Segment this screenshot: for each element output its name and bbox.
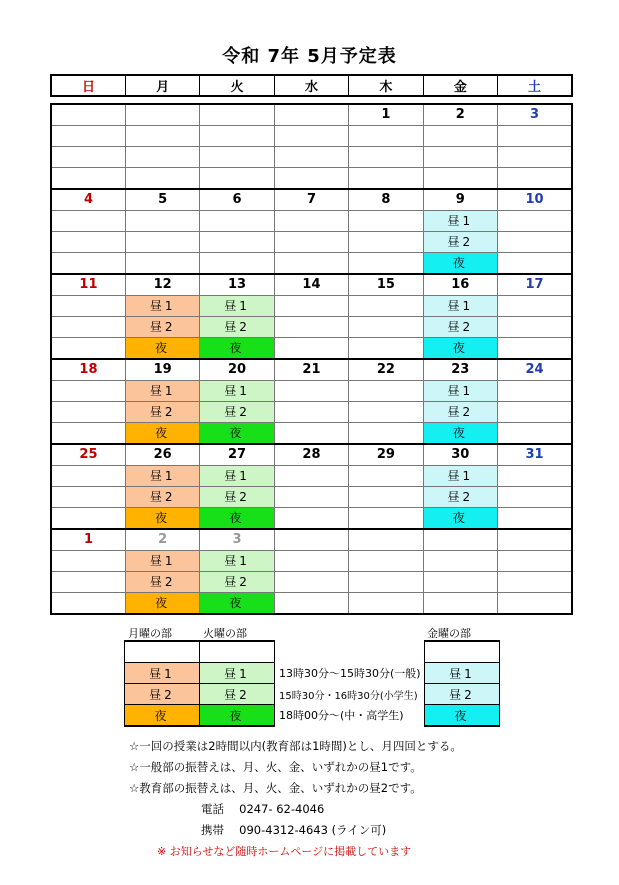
legend-fri-blank bbox=[425, 641, 500, 663]
date-cell: 13 bbox=[200, 274, 274, 296]
date-cell bbox=[125, 104, 199, 126]
empty-cell bbox=[498, 338, 572, 360]
empty-cell bbox=[274, 381, 348, 402]
legend-tue-hiru1: 昼1 bbox=[200, 663, 275, 684]
empty-cell bbox=[51, 402, 125, 423]
class-slot: 昼2 bbox=[200, 572, 274, 593]
date-cell: 15 bbox=[349, 274, 423, 296]
empty-cell bbox=[498, 423, 572, 445]
empty-cell bbox=[51, 253, 125, 275]
date-cell: 2 bbox=[125, 529, 199, 551]
empty-cell bbox=[498, 253, 572, 275]
date-cell: 22 bbox=[349, 359, 423, 381]
class-slot: 昼1 bbox=[125, 381, 199, 402]
note-2: ☆一般部の振替えは、月、火、金、いずれかの昼1です。 bbox=[129, 760, 422, 774]
class-slot: 昼1 bbox=[200, 381, 274, 402]
empty-cell bbox=[349, 551, 423, 572]
empty-cell bbox=[349, 338, 423, 360]
class-slot: 昼2 bbox=[423, 487, 497, 508]
legend-mon-hiru2: 昼2 bbox=[125, 684, 200, 705]
empty-cell bbox=[51, 466, 125, 487]
contact-phone: 電話 0247- 62-4046 bbox=[201, 802, 325, 816]
empty-cell bbox=[498, 593, 572, 615]
class-slot: 昼2 bbox=[423, 232, 497, 253]
date-cell: 9 bbox=[423, 189, 497, 211]
empty-cell bbox=[423, 593, 497, 615]
date-cell bbox=[498, 529, 572, 551]
class-slot: 昼1 bbox=[423, 466, 497, 487]
slot-row bbox=[51, 211, 572, 232]
legend-fri-hiru1: 昼1 bbox=[425, 663, 500, 684]
weekday-sat: 土 bbox=[498, 75, 572, 96]
class-slot: 夜 bbox=[125, 508, 199, 530]
date-cell bbox=[200, 104, 274, 126]
date-row bbox=[51, 359, 572, 381]
date-row bbox=[51, 104, 572, 126]
date-cell: 17 bbox=[498, 274, 572, 296]
date-cell: 29 bbox=[349, 444, 423, 466]
empty-cell bbox=[51, 551, 125, 572]
legend-tue-yoru: 夜 bbox=[200, 705, 275, 727]
empty-cell bbox=[200, 211, 274, 232]
empty-cell bbox=[423, 126, 497, 147]
class-slot: 昼1 bbox=[423, 211, 497, 232]
slot-row bbox=[51, 253, 572, 275]
date-cell: 31 bbox=[498, 444, 572, 466]
empty-cell bbox=[498, 402, 572, 423]
empty-cell bbox=[274, 466, 348, 487]
weekday-header bbox=[50, 74, 573, 97]
date-cell: 16 bbox=[423, 274, 497, 296]
date-cell: 11 bbox=[51, 274, 125, 296]
slot-row bbox=[51, 466, 572, 487]
date-cell: 1 bbox=[349, 104, 423, 126]
legend-monday-heading: 月曜の部 bbox=[128, 627, 172, 640]
empty-cell bbox=[498, 126, 572, 147]
date-cell: 21 bbox=[274, 359, 348, 381]
legend-tue-hiru2: 昼2 bbox=[200, 684, 275, 705]
empty-cell bbox=[498, 572, 572, 593]
empty-cell bbox=[274, 402, 348, 423]
empty-cell bbox=[498, 551, 572, 572]
class-slot: 昼1 bbox=[125, 551, 199, 572]
legend-hiru2-time: 15時30分・16時30分(小学生) bbox=[279, 690, 418, 702]
date-cell: 14 bbox=[274, 274, 348, 296]
empty-cell bbox=[51, 338, 125, 360]
date-cell: 1 bbox=[51, 529, 125, 551]
empty-cell bbox=[498, 487, 572, 508]
empty-cell bbox=[498, 232, 572, 253]
announcement: ※ お知らせなど随時ホームページに掲載しています bbox=[157, 845, 412, 858]
weekday-tue: 火 bbox=[200, 75, 274, 96]
class-slot: 昼1 bbox=[423, 381, 497, 402]
empty-cell bbox=[274, 126, 348, 147]
date-row bbox=[51, 274, 572, 296]
class-slot: 夜 bbox=[125, 338, 199, 360]
empty-cell bbox=[51, 423, 125, 445]
weekday-sun: 日 bbox=[51, 75, 125, 96]
date-row bbox=[51, 529, 572, 551]
class-slot: 昼2 bbox=[125, 402, 199, 423]
note-3: ☆教育部の振替えは、月、火、金、いずれかの昼2です。 bbox=[129, 781, 422, 795]
empty-cell bbox=[51, 232, 125, 253]
empty-cell bbox=[349, 168, 423, 190]
empty-cell bbox=[274, 487, 348, 508]
slot-row bbox=[51, 487, 572, 508]
empty-cell bbox=[498, 147, 572, 168]
empty-cell bbox=[423, 572, 497, 593]
empty-cell bbox=[51, 211, 125, 232]
empty-cell bbox=[200, 147, 274, 168]
empty-cell bbox=[274, 253, 348, 275]
date-cell bbox=[274, 104, 348, 126]
empty-cell bbox=[349, 466, 423, 487]
empty-cell bbox=[274, 168, 348, 190]
legend-hiru1-time: 13時30分～15時30分(一般) bbox=[279, 667, 421, 680]
class-slot: 昼2 bbox=[125, 487, 199, 508]
empty-cell bbox=[349, 487, 423, 508]
empty-cell bbox=[274, 572, 348, 593]
class-slot: 昼2 bbox=[200, 487, 274, 508]
date-cell bbox=[423, 529, 497, 551]
date-cell bbox=[349, 529, 423, 551]
slot-row bbox=[51, 296, 572, 317]
empty-cell bbox=[349, 232, 423, 253]
weekday-wed: 水 bbox=[274, 75, 348, 96]
empty-cell bbox=[274, 317, 348, 338]
empty-cell bbox=[200, 232, 274, 253]
empty-cell bbox=[274, 338, 348, 360]
date-cell: 23 bbox=[423, 359, 497, 381]
legend-yoru-time: 18時00分～(中・高学生) bbox=[279, 709, 404, 723]
date-cell: 18 bbox=[51, 359, 125, 381]
empty-cell bbox=[51, 572, 125, 593]
slot-row bbox=[51, 232, 572, 253]
class-slot: 夜 bbox=[423, 253, 497, 275]
class-slot: 昼2 bbox=[423, 317, 497, 338]
empty-cell bbox=[274, 232, 348, 253]
empty-cell bbox=[51, 296, 125, 317]
weekday-fri: 金 bbox=[423, 75, 497, 96]
empty-cell bbox=[498, 381, 572, 402]
empty-cell bbox=[274, 423, 348, 445]
date-cell: 3 bbox=[200, 529, 274, 551]
empty-cell bbox=[125, 126, 199, 147]
class-slot: 昼2 bbox=[125, 572, 199, 593]
class-slot: 昼2 bbox=[423, 402, 497, 423]
empty-cell bbox=[125, 253, 199, 275]
date-cell: 19 bbox=[125, 359, 199, 381]
slot-row bbox=[51, 317, 572, 338]
date-cell: 25 bbox=[51, 444, 125, 466]
slot-row bbox=[51, 572, 572, 593]
class-slot: 昼1 bbox=[125, 466, 199, 487]
empty-cell bbox=[349, 126, 423, 147]
date-cell: 2 bbox=[423, 104, 497, 126]
legend-fri-hiru2: 昼2 bbox=[425, 684, 500, 705]
slot-row bbox=[51, 593, 572, 615]
empty-cell bbox=[423, 147, 497, 168]
class-slot: 昼1 bbox=[423, 296, 497, 317]
legend-fri-yoru: 夜 bbox=[425, 705, 500, 727]
class-slot: 夜 bbox=[423, 423, 497, 445]
empty-cell bbox=[349, 296, 423, 317]
slot-row bbox=[51, 551, 572, 572]
empty-cell bbox=[51, 593, 125, 615]
legend-mon-blank bbox=[125, 641, 200, 663]
date-cell: 3 bbox=[498, 104, 572, 126]
empty-cell bbox=[51, 168, 125, 190]
legend-tuesday-heading: 火曜の部 bbox=[203, 627, 247, 640]
empty-cell bbox=[274, 593, 348, 615]
date-cell: 5 bbox=[125, 189, 199, 211]
date-row bbox=[51, 444, 572, 466]
legend-tue-blank bbox=[200, 641, 275, 663]
empty-cell bbox=[51, 508, 125, 530]
class-slot: 昼2 bbox=[125, 317, 199, 338]
class-slot: 夜 bbox=[200, 593, 274, 615]
date-cell: 10 bbox=[498, 189, 572, 211]
empty-cell bbox=[423, 551, 497, 572]
date-cell: 20 bbox=[200, 359, 274, 381]
calendar-grid bbox=[50, 103, 573, 615]
empty-cell bbox=[498, 168, 572, 190]
class-slot: 夜 bbox=[423, 338, 497, 360]
class-slot: 昼1 bbox=[200, 551, 274, 572]
empty-cell bbox=[498, 211, 572, 232]
empty-cell bbox=[125, 211, 199, 232]
date-cell: 4 bbox=[51, 189, 125, 211]
class-slot: 夜 bbox=[125, 593, 199, 615]
empty-cell bbox=[498, 508, 572, 530]
class-slot: 昼1 bbox=[200, 466, 274, 487]
empty-cell bbox=[274, 147, 348, 168]
slot-row bbox=[51, 147, 572, 168]
empty-cell bbox=[349, 381, 423, 402]
empty-cell bbox=[51, 317, 125, 338]
date-cell: 28 bbox=[274, 444, 348, 466]
empty-cell bbox=[125, 147, 199, 168]
empty-cell bbox=[274, 211, 348, 232]
empty-cell bbox=[51, 381, 125, 402]
date-cell: 24 bbox=[498, 359, 572, 381]
empty-cell bbox=[51, 126, 125, 147]
empty-cell bbox=[349, 211, 423, 232]
date-cell bbox=[51, 104, 125, 126]
date-row bbox=[51, 189, 572, 211]
empty-cell bbox=[349, 317, 423, 338]
class-slot: 昼2 bbox=[200, 317, 274, 338]
class-slot: 昼2 bbox=[200, 402, 274, 423]
empty-cell bbox=[274, 508, 348, 530]
class-slot: 昼1 bbox=[125, 296, 199, 317]
date-cell: 26 bbox=[125, 444, 199, 466]
empty-cell bbox=[349, 572, 423, 593]
empty-cell bbox=[498, 296, 572, 317]
empty-cell bbox=[125, 168, 199, 190]
class-slot: 夜 bbox=[200, 508, 274, 530]
note-1: ☆一回の授業は2時間以内(教育部は1時間)とし、月四回とする。 bbox=[129, 739, 462, 753]
slot-row bbox=[51, 423, 572, 445]
class-slot: 夜 bbox=[200, 338, 274, 360]
page-title: 令和 7年 5月予定表 bbox=[222, 46, 397, 67]
class-slot: 昼1 bbox=[200, 296, 274, 317]
empty-cell bbox=[349, 402, 423, 423]
slot-row bbox=[51, 381, 572, 402]
empty-cell bbox=[349, 423, 423, 445]
legend-table bbox=[124, 640, 500, 727]
class-slot: 夜 bbox=[125, 423, 199, 445]
legend-friday-heading: 金曜の部 bbox=[427, 627, 471, 640]
empty-cell bbox=[274, 296, 348, 317]
slot-row bbox=[51, 126, 572, 147]
empty-cell bbox=[349, 147, 423, 168]
contact-mobile: 携帯 090-4312-4643 (ライン可) bbox=[201, 823, 387, 837]
date-cell: 12 bbox=[125, 274, 199, 296]
date-cell: 8 bbox=[349, 189, 423, 211]
legend-mon-hiru1: 昼1 bbox=[125, 663, 200, 684]
slot-row bbox=[51, 402, 572, 423]
class-slot: 夜 bbox=[423, 508, 497, 530]
empty-cell bbox=[349, 508, 423, 530]
empty-cell bbox=[200, 126, 274, 147]
empty-cell bbox=[200, 168, 274, 190]
date-cell: 7 bbox=[274, 189, 348, 211]
slot-row bbox=[51, 508, 572, 530]
date-cell bbox=[274, 529, 348, 551]
empty-cell bbox=[423, 168, 497, 190]
class-slot: 夜 bbox=[200, 423, 274, 445]
empty-cell bbox=[274, 551, 348, 572]
date-cell: 6 bbox=[200, 189, 274, 211]
empty-cell bbox=[349, 593, 423, 615]
empty-cell bbox=[498, 466, 572, 487]
weekday-mon: 月 bbox=[125, 75, 199, 96]
empty-cell bbox=[51, 487, 125, 508]
empty-cell bbox=[498, 317, 572, 338]
legend-mon-yoru: 夜 bbox=[125, 705, 200, 727]
empty-cell bbox=[125, 232, 199, 253]
slot-row bbox=[51, 338, 572, 360]
weekday-thu: 木 bbox=[349, 75, 423, 96]
empty-cell bbox=[200, 253, 274, 275]
empty-cell bbox=[349, 253, 423, 275]
date-cell: 30 bbox=[423, 444, 497, 466]
empty-cell bbox=[51, 147, 125, 168]
date-cell: 27 bbox=[200, 444, 274, 466]
slot-row bbox=[51, 168, 572, 190]
